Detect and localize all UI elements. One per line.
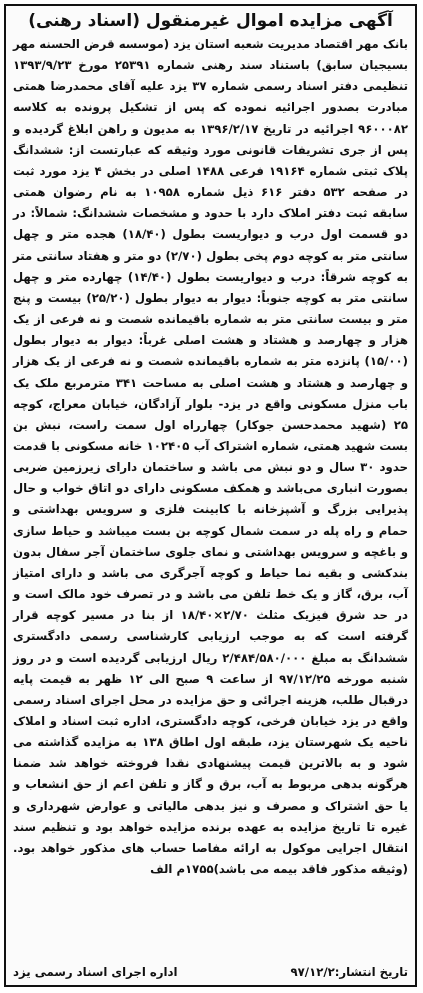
issuing-office: اداره اجرای اسناد رسمی یزد bbox=[13, 965, 178, 979]
notice-body: بانک مهر اقتصاد مدیریت شعبه استان یزد (موسسه قرض الحسنه مهر بسیجیان سابق) باستناد سند رهنی شماره ۲۵۳۹۱ مورخ ۱۳۹۳/۹/۲۳ تنظیمی دفتر اسناد رسمی شماره ۳۷ یزد علیه آقای محمدرضا همتی مبادرت بصدور اجرائیه نموده که پس از تشکیل پرونده به کلاسه ۹۶۰۰۰۸۲ اجرائیه در تاریخ ۱۳۹۶/۲/۱۷ به مدیون و راهن ابلاغ گردیده و پس از جری تشریفات قانونی مورد وثیقه که عبارتست از: ششدانگ پلاک ثبتی شماره ۱۹۱۶۴ فرعی ۱۴۸۸ اصلی در بخش ۴ یزد مورد ثبت در صفحه ۵۳۲ دفتر ۶۱۶ ذیل شماره ۱۰۹۵۸ به نام رضوان همتی سابقه ثبت دفتر املاک دارد با حدود و مشخصات ششدانگ: شمالاً: در دو قسمت اول درب و دیواریست بطول (۱۸/۴۰) هجده متر و چهل سانتی متر به کوچه دوم پخی بطول (۲/۷۰) دو متر و هفتاد سانتی متر به کوچه شرقاً: درب و دیواریست بطول (۱۴/۴۰) چهارده متر و چهل سانتی متر به کوچه جنوباً: دیوار به دیوار بطول (۲۵/۲۰) بیست و پنج متر و بیست سانتی متر به شماره باقیمانده شصت و نه فرعی از یک هزار و چهارصد و هشتاد و هشت اصلی غرباً: دیوار به دیوار بطول (۱۵/۰۰) پانزده متر به شماره باقیمانده شصت و نه فرعی از یک هزار و چهارصد و هشتاد و هشت اصلی به مساحت ۳۴۱ مترمربع ملک یک باب منزل مسکونی واقع در یزد- بلوار آزادگان، خیابان معراج، کوچه ۲۵ (شهید محمدحسن جوکار) چهارراه اول سمت راست، نبش بن بست شهید همتی، شماره اشتراک آب ۱۰۲۴۰۵ خانه مسکونی با قدمت حدود ۳۰ سال و دو نبش می باشد و ساختمان دارای زیرزمین ضربی بصورت انباری می‌باشد و همکف مسکونی دارای دو اتاق خواب و حال پذیرایی بزرگ و آشپزخانه با کابینت فلزی و سرویس بهداشتی و حمام و راه پله در سمت شمال کوچه بن بست میباشد و حیاط سازی و باغچه و سرویس بهداشتی و نمای جلوی ساختمان آجر سفال بدون بندکشی و بقیه نما حیاط و کوچه آجرگری می باشد و دارای امتیاز آب، برق، گاز و یک خط تلفن می باشد و در تصرف خود مالک است و در حد شرق فیزیک مثلث ۲/۷۰×۱۸/۴۰ از بنا در مسیر کوچه قرار گرفته است که به موجب ارزیابی کارشناسی رسمی دادگستری ششدانگ به مبلغ ۲/۴۸۴/۵۸۰/۰۰۰ ریال ارزیابی گردیده است و در روز شنبه مورخه ۹۷/۱۲/۲۵ از ساعت ۹ صبح الی ۱۲ ظهر به قیمت پایه درقبال طلب، هزینه اجرائی و حق مزایده در محل اجرای اسناد رسمی واقع در یزد خیابان فرخی، کوچه دادگستری، اداره ثبت اسناد و املاک ناحیه یک شهرستان یزد، طبقه اول اطاق ۱۳۸ به مزایده گذاشته می شود و به بالاترین قیمت پیشنهادی نقدا فروخته خواهد شد ضمنا هرگونه بدهی مربوط به آب، برق و گاز و تلفن اعم از حق انشعاب و یا حق اشتراک و مصرف و نیز بدهی مالیاتی و عوارض شهرداری و غیره تا تاریخ مزایده به عهده برنده مزایده خواهد بود و تنظیم سند انتقال اجرایی موکول به ارائه مفاصا حساب های مذکور خواهد بود. (وثیقه مذکور فاقد بیمه می باشد)۱۷۵۵م الف bbox=[13, 37, 409, 877]
notice-footer bbox=[13, 963, 408, 981]
auction-notice bbox=[4, 4, 417, 987]
notice-title: آگهی مزایده اموال غیرمنقول (اسناد رهنی) bbox=[28, 11, 393, 31]
publication-date: تاریخ انتشار:۹۷/۱۲/۲ bbox=[290, 965, 408, 979]
